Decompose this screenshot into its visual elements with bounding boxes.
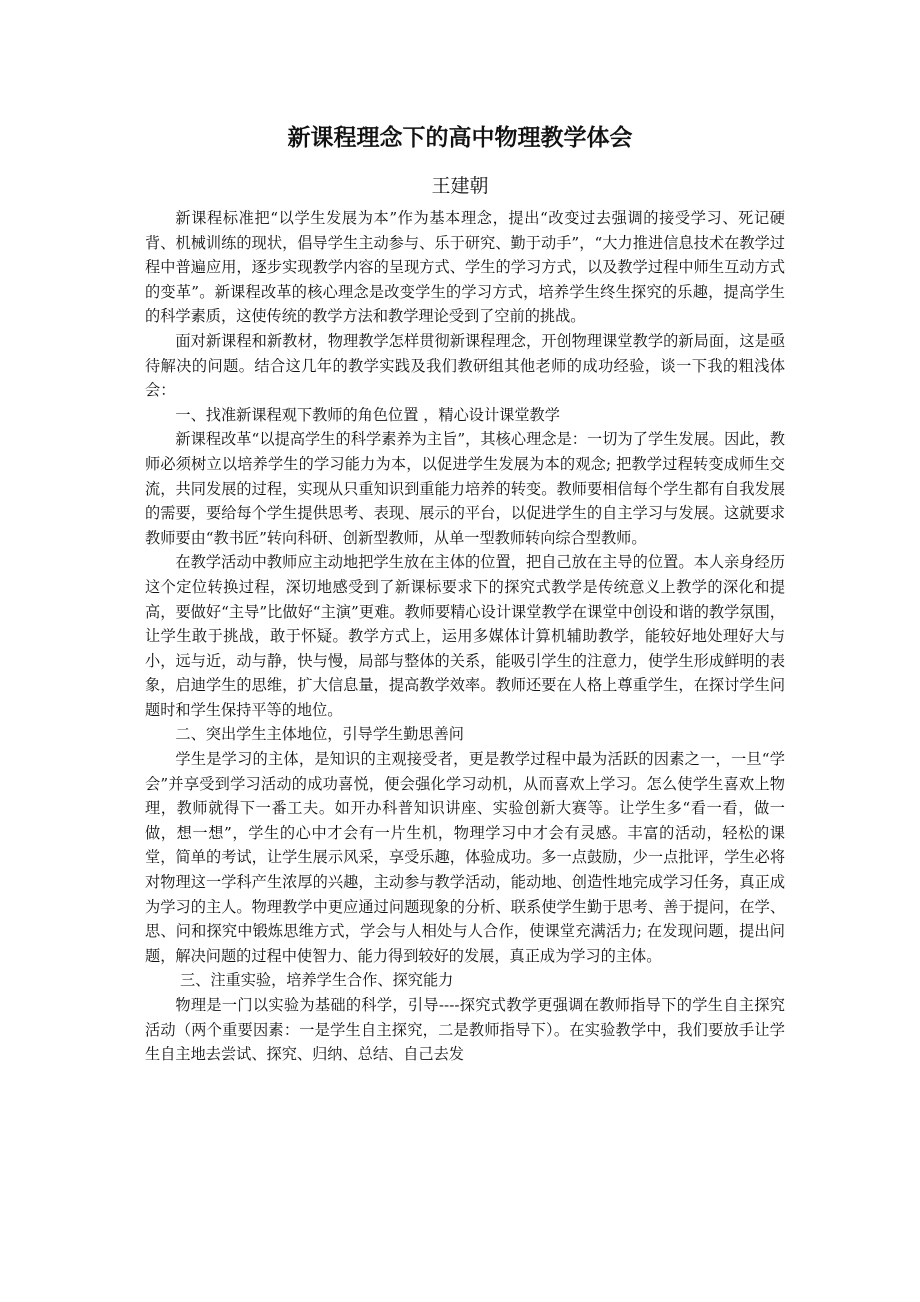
paragraph-intro: 新课程标准把“以学生发展为本”作为基本理念，提出“改变过去强调的接受学习、死记硬背、机械训练的现状，倡导学生主动参与、乐于研究、勤于动手”，“大力推进信息技术在教学过程中普遍应用，逐步实现教学内容的呈现方式、学生的学习方式，以及教学过程中师生互动方式的变革”。新课程改革的核心理念是改变学生的学习方式，培养学生终生探究的乐趣，提高学生的科学素质，这使传统的教学方法和教学理论受到了空前的挑战。: [145, 209, 785, 326]
section-heading-1: 一、找准新课程观下教师的角色位置 ，精心设计课堂教学: [175, 405, 560, 424]
section-heading-3: 三、注重实验，培养学生合作、探究能力: [179, 971, 454, 990]
paragraph-context: 面对新课程和新教材，物理教学怎样贯彻新课程理念，开创物理课堂教学的新局面，这是亟待解决的问题。结合这几年的教学实践及我们教研组其他老师的成功经验，谈一下我的粗浅体会：: [145, 331, 785, 400]
paragraph-section1-a: 新课程改革“以提高学生的科学素养为主旨”，其核心理念是：一切为了学生发展。因此，教师必须树立以培养学生的学习能力为本，以促进学生发展为本的观念; 把教学过程转变成师生交流，共同发展的过程，实现从只重知识到重能力培养的转变。教师要相信每个学生都有自我发展的需要，要给每个学生提供思考、表现、展示的平台，以促进学生的自主学习与发展。这就要求教师要由“教书匠”转向科研、创新型教师，从单一型教师转向综合型教师。: [145, 430, 785, 547]
paragraph-section3: 物理是一门以实验为基础的科学，引导----探究式教学更强调在教师指导下的学生自主探究活动（两个重要因素：一是学生自主探究，二是教师指导下）。在实验教学中，我们要放手让学生自主地去尝试、探究、归纳、总结、自己去发: [145, 996, 785, 1064]
document-body: [145, 206, 785, 1067]
document-author: 王建朝: [431, 175, 489, 197]
section-heading-2: 二、突出学生主体地位，引导学生勤思善问: [175, 725, 464, 744]
paragraph-section2: 学生是学习的主体，是知识的主观接受者，更是教学过程中最为活跃的因素之一，一旦“学会”并享受到学习活动的成功喜悦，便会强化学习动机，从而喜欢上学习。怎么使学生喜欢上物理，教师就得下一番工夫。如开办科普知识讲座、实验创新大赛等。让学生多“看一看，做一做，想一想”，学生的心中才会有一片生机，物理学习中才会有灵感。丰富的活动，轻松的课堂，简单的考试，让学生展示风采，享受乐趣，体验成功。多一点鼓励，少一点批评，学生必将对物理这一学科产生浓厚的兴趣，主动参与教学活动，能动地、创造性地完成学习任务，真正成为学习的主人。物理教学中更应通过问题现象的分析、联系使学生勤于思考、善于提问，在学、思、问和探究中锻炼思维方式，学会与人相处与人合作，使课堂充满活力; 在发现问题，提出问题，解决问题的过程中使智力、能力得到较好的发展，真正成为学习的主体。: [145, 750, 785, 965]
document-title: 新课程理念下的高中物理教学体会: [287, 124, 633, 151]
paragraph-section1-b: 在教学活动中教师应主动地把学生放在主体的位置，把自己放在主导的位置。本人亲身经历这个定位转换过程，深切地感受到了新课标要求下的探究式教学是传统意义上教学的深化和提高，要做好“主导”比做好“主演”更难。教师要精心设计课堂教学在课堂中创设和谐的教学氛围，让学生敢于挑战，敢于怀疑。教学方式上，运用多媒体计算机辅助教学，能较好地处理好大与小，远与近，动与静，快与慢，局部与整体的关系，能吸引学生的注意力，使学生形成鲜明的表象，启迪学生的思维，扩大信息量，提高教学效率。教师还要在人格上尊重学生，在探讨学生问题时和学生保持平等的地位。: [145, 553, 785, 719]
